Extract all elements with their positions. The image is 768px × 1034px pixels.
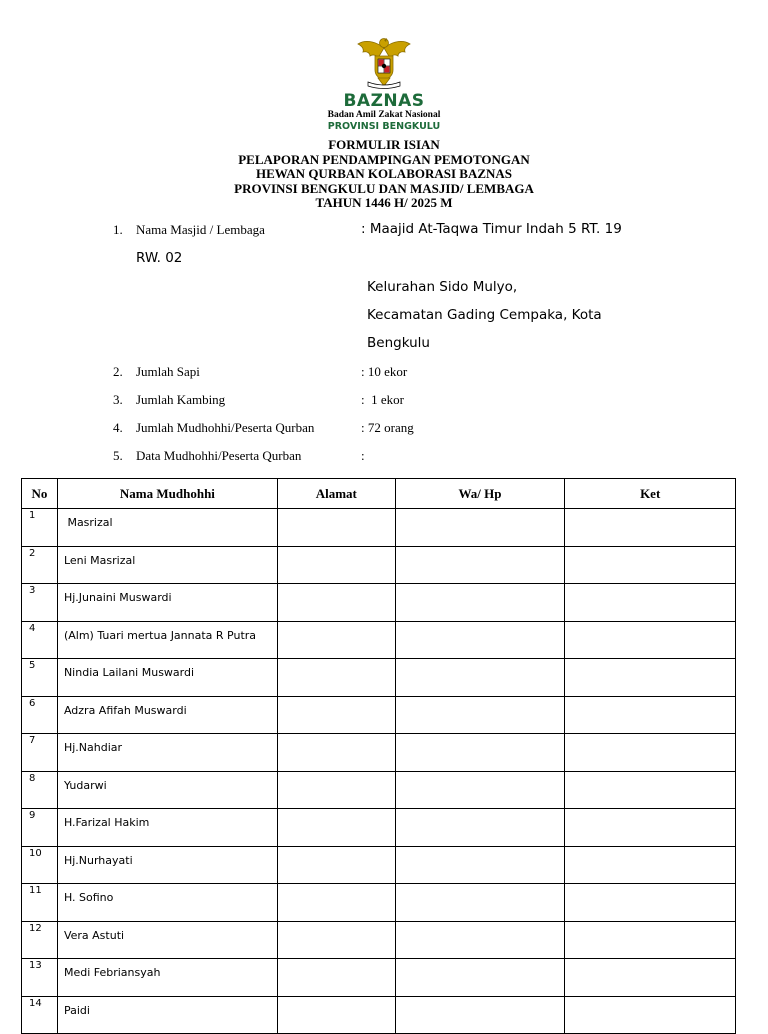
field-data-mudhohhi	[0, 448, 768, 464]
header-no: No	[22, 479, 58, 509]
field-label: Jumlah Kambing	[136, 392, 226, 407]
cell-ket	[565, 621, 736, 659]
table-row	[22, 846, 736, 884]
cell-alamat	[277, 846, 395, 884]
title-line-4: PROVINSI BENGKULU DAN MASJID/ LEMBAGA	[234, 180, 534, 196]
cell-nama: Vera Astuti	[57, 921, 277, 959]
cell-wa-hp	[395, 509, 565, 547]
cell-nama: Hj.Nahdiar	[57, 734, 277, 772]
cell-wa-hp	[395, 621, 565, 659]
field-jumlah-sapi	[0, 364, 768, 380]
cell-nama: Leni Masrizal	[57, 546, 277, 584]
field-value: : 10 ekor	[361, 364, 408, 379]
field-value: : Maajid At-Taqwa Timur Indah 5 RT. 19	[361, 221, 622, 237]
field-number: 4.	[113, 420, 123, 435]
cell-ket	[565, 809, 736, 847]
field-number: 1.	[113, 222, 123, 237]
table-row	[22, 546, 736, 584]
cell-nama: Masrizal	[57, 509, 277, 547]
cell-no: 5	[22, 659, 58, 697]
cell-alamat	[277, 696, 395, 734]
table-row	[22, 659, 736, 697]
field-value: : 72 orang	[361, 420, 414, 435]
cell-no: 7	[22, 734, 58, 772]
cell-wa-hp	[395, 659, 565, 697]
cell-no: 6	[22, 696, 58, 734]
address-line-kecamatan: Kecamatan Gading Cempaka, Kota	[367, 307, 602, 323]
cell-nama: Medi Febriansyah	[57, 959, 277, 997]
cell-wa-hp	[395, 771, 565, 809]
table-header-row	[22, 479, 736, 509]
cell-nama: H.Farizal Hakim	[57, 809, 277, 847]
table-row	[22, 884, 736, 922]
cell-ket	[565, 884, 736, 922]
cell-alamat	[277, 959, 395, 997]
cell-nama: Yudarwi	[57, 771, 277, 809]
cell-nama: Paidi	[57, 996, 277, 1034]
field-label: Jumlah Sapi	[136, 364, 200, 379]
cell-ket	[565, 584, 736, 622]
table-row	[22, 921, 736, 959]
cell-nama: (Alm) Tuari mertua Jannata R Putra	[57, 621, 277, 659]
cell-wa-hp	[395, 696, 565, 734]
cell-alamat	[277, 921, 395, 959]
cell-ket	[565, 996, 736, 1034]
cell-alamat	[277, 771, 395, 809]
cell-nama: Adzra Afifah Muswardi	[57, 696, 277, 734]
cell-no: 13	[22, 959, 58, 997]
cell-alamat	[277, 584, 395, 622]
cell-wa-hp	[395, 846, 565, 884]
cell-wa-hp	[395, 734, 565, 772]
cell-ket	[565, 921, 736, 959]
cell-wa-hp	[395, 809, 565, 847]
table-row	[22, 959, 736, 997]
cell-ket	[565, 959, 736, 997]
cell-no: 2	[22, 546, 58, 584]
cell-wa-hp	[395, 921, 565, 959]
logo-subtitle: Badan Amil Zakat Nasional	[327, 110, 441, 120]
cell-no: 12	[22, 921, 58, 959]
cell-no: 10	[22, 846, 58, 884]
title-line-5: TAHUN 1446 H/ 2025 M	[315, 195, 453, 210]
cell-ket	[565, 696, 736, 734]
cell-no: 11	[22, 884, 58, 922]
table-row	[22, 696, 736, 734]
cell-ket	[565, 734, 736, 772]
table-row	[22, 621, 736, 659]
title-line-1: FORMULIR ISIAN	[328, 137, 440, 152]
logo-province: PROVINSI BENGKULU	[327, 121, 441, 132]
baznas-logo	[0, 34, 768, 133]
cell-alamat	[277, 509, 395, 547]
cell-no: 8	[22, 771, 58, 809]
cell-ket	[565, 546, 736, 584]
header-nama-mudhohhi: Nama Mudhohhi	[57, 479, 277, 509]
cell-nama: Hj.Nurhayati	[57, 846, 277, 884]
cell-ket	[565, 509, 736, 547]
field-label: Data Mudhohhi/Peserta Qurban	[136, 448, 302, 463]
address-line-rw: RW. 02	[136, 250, 183, 266]
cell-ket	[565, 846, 736, 884]
field-value: : 1 ekor	[361, 392, 404, 407]
cell-wa-hp	[395, 884, 565, 922]
cell-alamat	[277, 809, 395, 847]
cell-alamat	[277, 546, 395, 584]
table-row	[22, 584, 736, 622]
cell-wa-hp	[395, 996, 565, 1034]
header-wa-hp: Wa/ Hp	[395, 479, 565, 509]
cell-alamat	[277, 734, 395, 772]
cell-nama: H. Sofino	[57, 884, 277, 922]
logo-name: BAZNAS	[343, 91, 425, 111]
title-line-2: PELAPORAN PENDAMPINGAN PEMOTONGAN	[238, 151, 530, 167]
cell-no: 3	[22, 584, 58, 622]
field-nama-masjid	[0, 222, 768, 238]
table-body	[22, 509, 736, 1034]
cell-nama: Hj.Junaini Muswardi	[57, 584, 277, 622]
cell-no: 9	[22, 809, 58, 847]
form-title	[0, 138, 768, 211]
address-line-kelurahan: Kelurahan Sido Mulyo,	[367, 279, 518, 295]
table-row	[22, 996, 736, 1034]
field-number: 3.	[113, 392, 123, 407]
header-ket: Ket	[565, 479, 736, 509]
cell-ket	[565, 659, 736, 697]
table-row	[22, 771, 736, 809]
table-row	[22, 734, 736, 772]
field-jumlah-mudhohhi	[0, 420, 768, 436]
cell-no: 14	[22, 996, 58, 1034]
cell-alamat	[277, 996, 395, 1034]
cell-wa-hp	[395, 546, 565, 584]
field-value: :	[361, 448, 365, 463]
table-row	[22, 809, 736, 847]
title-line-3: HEWAN QURBAN KOLABORASI BAZNAS	[255, 166, 513, 181]
cell-alamat	[277, 884, 395, 922]
garuda-emblem-icon	[354, 34, 414, 90]
cell-wa-hp	[395, 959, 565, 997]
mudhohhi-table	[21, 478, 736, 1034]
cell-ket	[565, 771, 736, 809]
field-jumlah-kambing	[0, 392, 768, 408]
field-number: 2.	[113, 364, 123, 379]
table-row	[22, 509, 736, 547]
cell-nama: Nindia Lailani Muswardi	[57, 659, 277, 697]
cell-alamat	[277, 659, 395, 697]
field-label: Jumlah Mudhohhi/Peserta Qurban	[136, 420, 315, 435]
cell-wa-hp	[395, 584, 565, 622]
cell-no: 1	[22, 509, 58, 547]
field-label: Nama Masjid / Lembaga	[136, 222, 265, 237]
cell-alamat	[277, 621, 395, 659]
cell-no: 4	[22, 621, 58, 659]
address-line-kota: Bengkulu	[367, 335, 430, 351]
field-number: 5.	[113, 448, 123, 463]
header-alamat: Alamat	[277, 479, 395, 509]
